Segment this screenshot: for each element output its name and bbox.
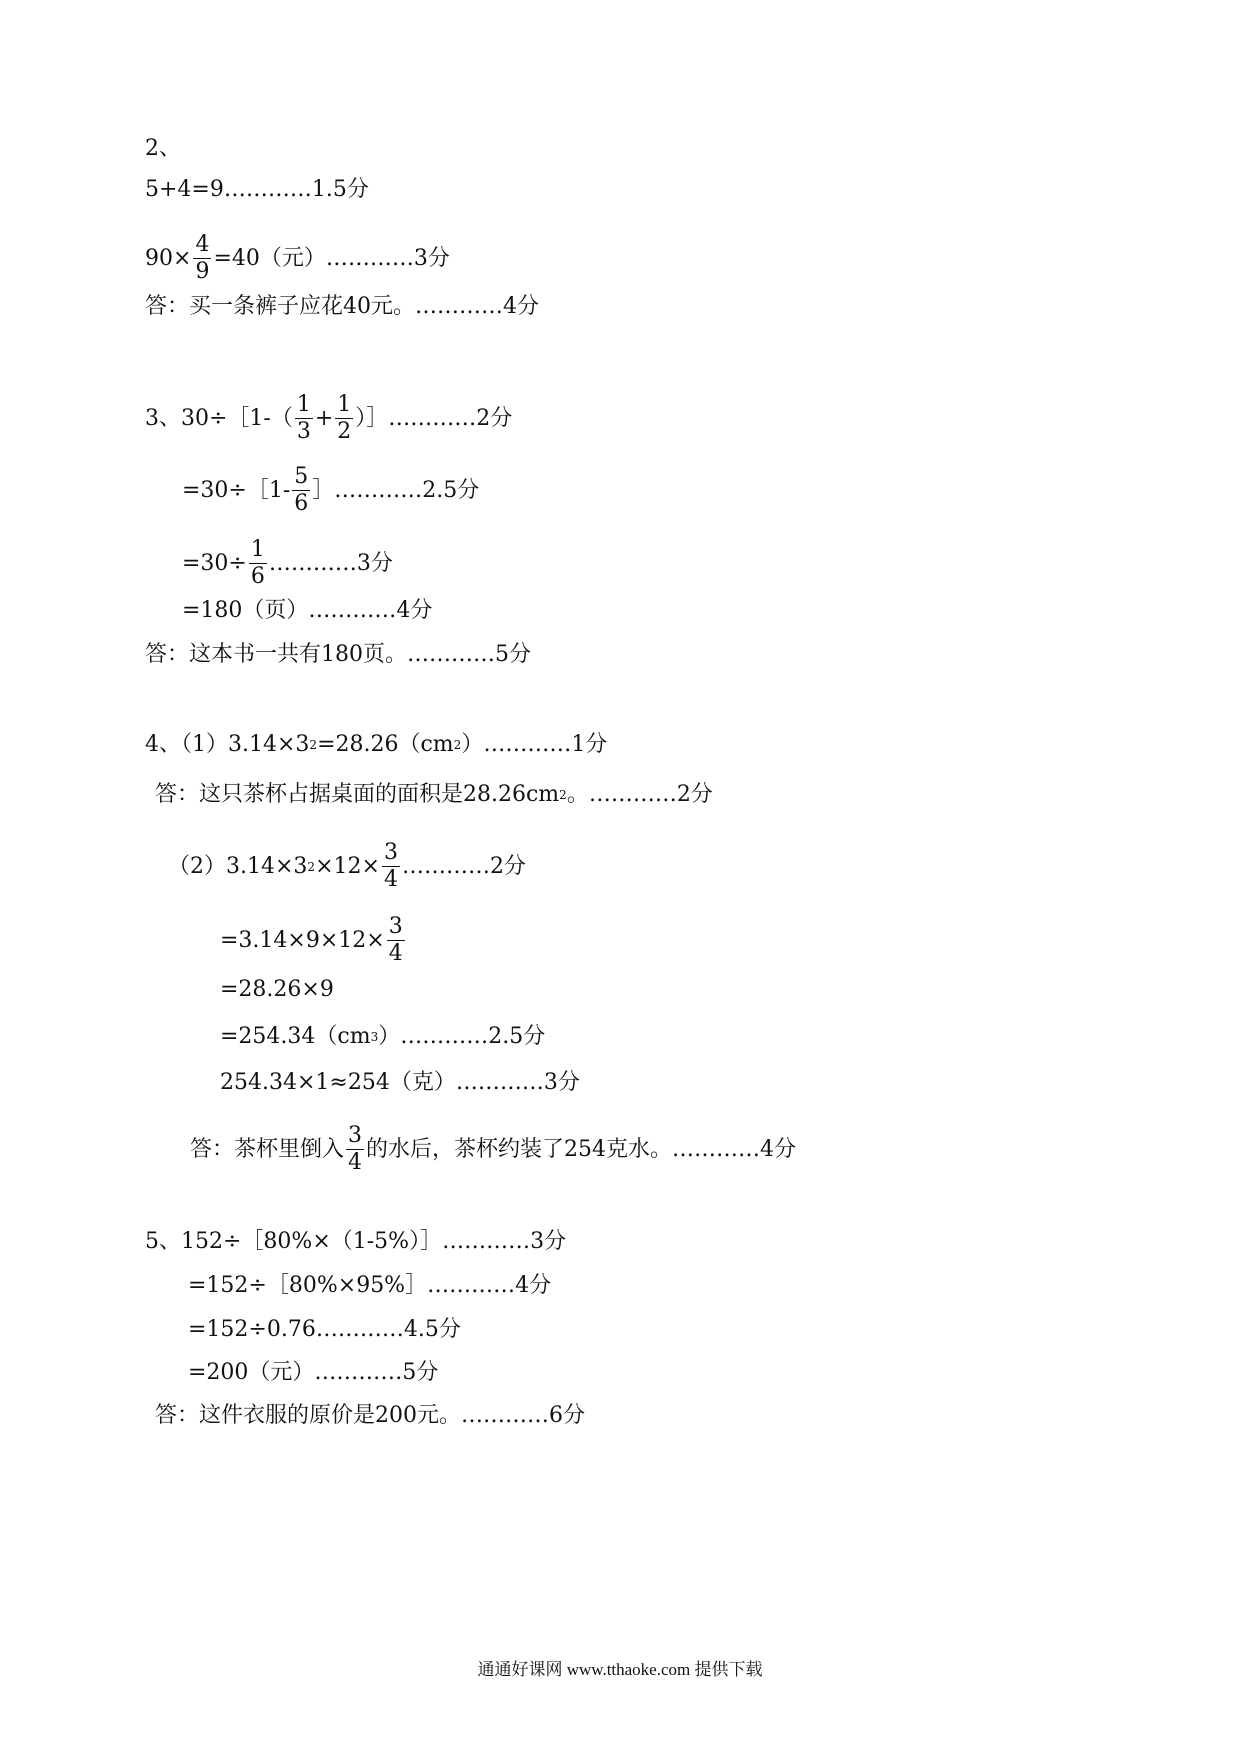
q4-step-3: =28.26×9 (220, 977, 334, 1002)
q4-step-2-a: =3.14×9×12× (220, 927, 385, 953)
fraction: $\frac{3}{4}$ (348, 1123, 363, 1175)
q4-step-4-b: ）…………2.5分 (378, 1024, 546, 1049)
q4-part-2-b: ×12× (315, 853, 380, 879)
q4-part-1-a: 4、（1）3.14×3 (145, 732, 310, 757)
fraction: $\frac{3}{4}$ (383, 840, 398, 892)
q4-answer-2-a: 答：茶杯里倒入 (190, 1136, 345, 1162)
q4-answer-1: 答：这只茶杯占据桌面的面积是28.26cm 2 。…………2分 (155, 780, 713, 810)
fraction: $\frac{3}{4}$ (388, 914, 403, 966)
q4-step-2 (220, 914, 407, 967)
q3-step-2-a: =30÷［1- (182, 477, 291, 503)
q4-step-5: 254.34×1≈254（克）…………3分 (220, 1070, 580, 1095)
q2-step-2-b: =40（元）…………3分 (213, 245, 450, 271)
q3-step-3-b: …………3分 (268, 550, 393, 576)
q3-step-1-b: ）］…………2分 (355, 405, 513, 431)
q5-answer: 答：这件衣服的原价是200元。…………6分 (155, 1403, 585, 1428)
q2-step-2 (145, 232, 450, 285)
q4-part-2-a: （2）3.14×3 (168, 853, 308, 879)
q5-step-1: 5、152÷［80%×（1-5%）］…………3分 (145, 1229, 567, 1254)
q4-part-2: （2）3.14×3 2 ×12× $\frac{3}{4}$ …………2分 (168, 840, 526, 892)
q5-step-2: =152÷［80%×95%］…………4分 (188, 1273, 552, 1298)
plus-sign: + (314, 405, 334, 431)
fraction: $\frac{1}{6}$ (250, 537, 265, 589)
q2-step-2-a: 90× (145, 245, 192, 271)
fraction: $\frac{1}{3}$ (296, 392, 311, 444)
q4-part-1-b: =28.26（cm (317, 732, 454, 757)
q5-step-3: =152÷0.76…………4.5分 (188, 1317, 461, 1342)
q3-answer: 答：这本书一共有180页。…………5分 (145, 642, 531, 667)
q4-step-4-a: =254.34（cm (220, 1024, 371, 1049)
q3-step-3 (182, 537, 393, 590)
fraction: $\frac{5}{6}$ (294, 464, 309, 516)
q4-answer-1-a: 答：这只茶杯占据桌面的面积是28.26cm (155, 782, 560, 807)
q3-step-4: =180（页）…………4分 (182, 598, 433, 623)
q3-step-1-a: 3、30÷［1-（ (145, 405, 293, 431)
q3-step-1 (145, 392, 512, 445)
fraction: $\frac{1}{2}$ (337, 392, 352, 444)
q2-label: 2、 (145, 136, 181, 161)
q4-part-1: 4、（1）3.14×3 2 =28.26（cm 2 ）…………1分 (145, 730, 607, 760)
q3-step-2-b: ］…………2.5分 (312, 477, 480, 503)
q5-step-4: =200（元）…………5分 (188, 1360, 439, 1385)
q2-answer: 答：买一条裤子应花40元。…………4分 (145, 294, 539, 319)
q4-answer-2 (190, 1123, 796, 1176)
q4-answer-2-b: 的水后，茶杯约装了254克水。…………4分 (366, 1136, 797, 1162)
q3-step-2 (182, 464, 479, 517)
q3-step-3-a: =30÷ (182, 550, 247, 576)
q4-answer-1-b: 。…………2分 (566, 782, 713, 807)
q4-part-1-c: ）…………1分 (461, 732, 608, 757)
q4-part-2-c: …………2分 (401, 853, 526, 879)
q4-step-4: =254.34（cm 3 ）…………2.5分 (220, 1022, 545, 1052)
fraction: $\frac{4}{9}$ (195, 232, 210, 284)
q2-step-1: 5+4=9…………1.5分 (145, 177, 369, 202)
page-footer: 通通好课网 www.tthaoke.com 提供下载 (477, 1660, 763, 1679)
